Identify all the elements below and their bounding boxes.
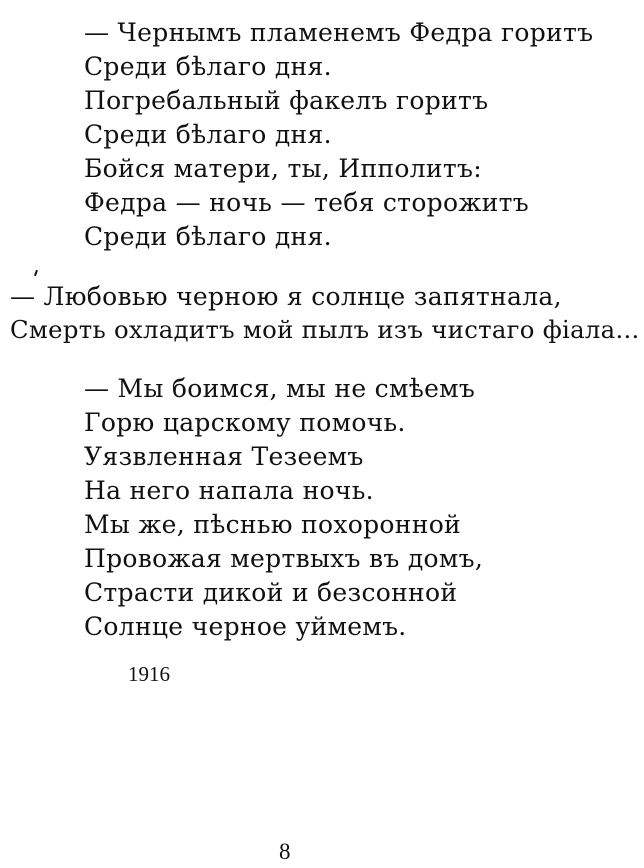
poem-line: Смерть охладитъ мой пылъ изъ чистаго фіала... — [10, 315, 640, 345]
poem-line: Уязвленная Тезеемъ — [84, 442, 364, 471]
poem-line: Мы же, пѣснью похоронной — [84, 510, 462, 539]
poem-line: Погребальный факелъ горитъ — [84, 86, 489, 115]
poem-line: — Мы боимся, мы не смѣемъ — [84, 374, 476, 403]
poem-line: Среди бѣлаго дня. — [84, 120, 332, 149]
page-number: 8 — [279, 839, 291, 864]
poem-line: Среди бѣлаго дня. — [84, 222, 332, 251]
poem-line: Провожая мертвыхъ въ домъ, — [84, 544, 484, 573]
poem-line: Среди бѣлаго дня. — [84, 52, 332, 81]
ink-speck — [34, 270, 38, 276]
poem-line: Солнце черное уймемъ. — [84, 612, 407, 641]
poem-line: — Чернымъ пламенемъ Федра горитъ — [84, 18, 594, 47]
poem-line: Бойся матери, ты, Ипполитъ: — [84, 154, 482, 183]
poem-line: Горю царскому помочь. — [84, 408, 406, 437]
poem-line: — Любовью черною я солнце запятнала, — [10, 282, 562, 311]
poem-line: Федра — ночь — тебя сторожитъ — [84, 188, 529, 217]
poem-line: Страсти дикой и безсонной — [84, 578, 458, 607]
poem-line: На него напала ночь. — [84, 476, 374, 505]
poem-date: 1916 — [128, 662, 170, 686]
